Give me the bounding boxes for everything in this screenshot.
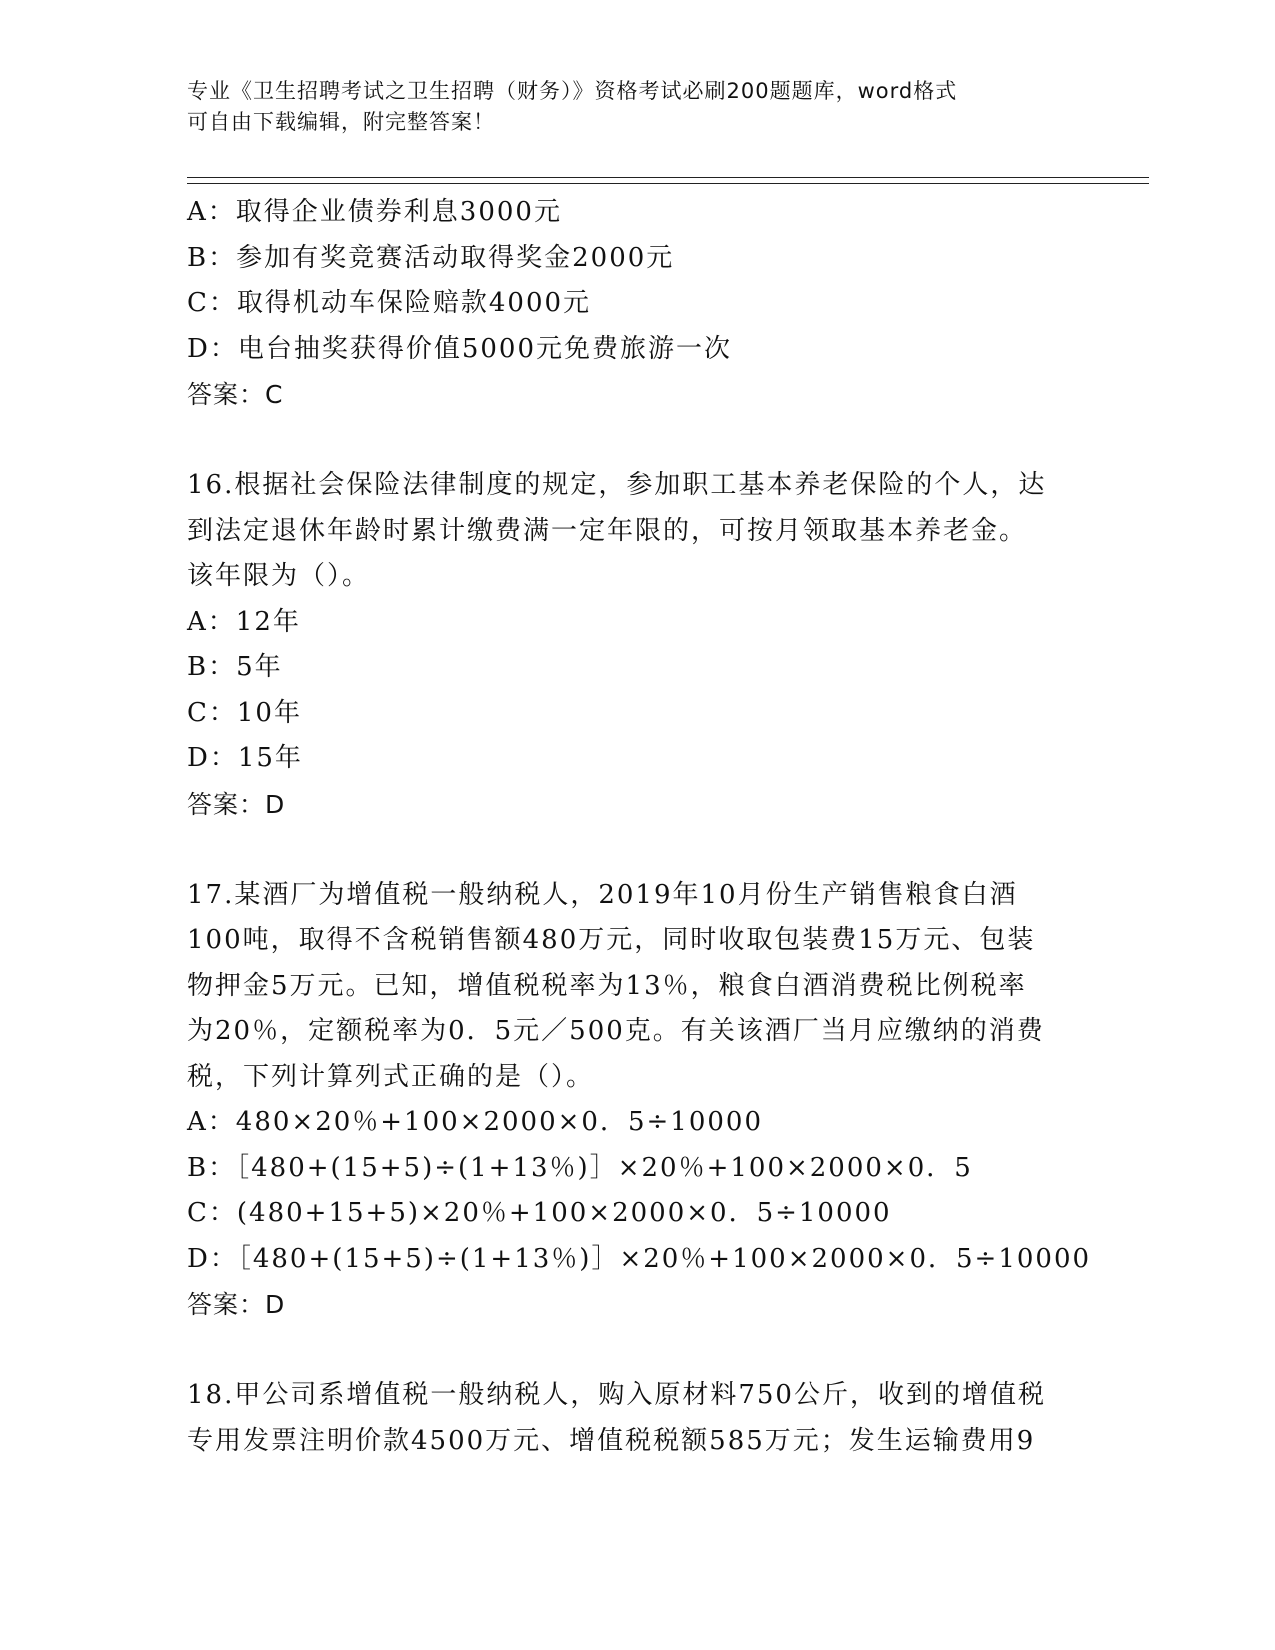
document-header (187, 76, 1067, 138)
option-a: A：取得企业债券利息3000元 (187, 197, 562, 227)
question-stem-line: 17.某酒厂为增值税一般纳税人，2019年10月份生产销售粮食白酒 (187, 879, 1018, 910)
spacer (187, 827, 1087, 873)
header-line-1: 专业《卫生招聘考试之卫生招聘（财务）》资格考试必刷200题题库，word格式 (187, 79, 958, 103)
option-d: D：15年 (187, 743, 303, 773)
answer-line: 答案：C (187, 380, 284, 409)
option-b: B：参加有奖竞赛活动取得奖金2000元 (187, 242, 675, 273)
header-line-2: 可自由下载编辑，附完整答案！ (187, 110, 495, 134)
question-17 (187, 873, 1092, 1328)
question-18 (187, 1373, 1087, 1464)
option-c: C：(480+15+5)×20％+100×2000×0．5÷10000 (187, 1198, 892, 1228)
question-stem-line: 为20％，定额税率为0．5元／500克。有关该酒厂当月应缴纳的消费 (187, 1016, 1045, 1046)
option-b: B：5年 (187, 652, 283, 682)
option-d: D：电台抽奖获得价值5000元免费旅游一次 (187, 333, 733, 364)
header-divider-top (187, 177, 1149, 178)
option-d: D：［480+(15+5)÷(1+13％)］×20％+100×2000×0．5÷10000 (187, 1243, 1092, 1274)
question-15 (187, 190, 1087, 418)
spacer (187, 1328, 1087, 1374)
option-c: C：10年 (187, 697, 302, 728)
answer-line: 答案：D (187, 789, 286, 819)
option-a: A：12年 (187, 606, 301, 637)
question-stem-line: 专用发票注明价款4500万元、增值税税额585万元；发生运输费用9 (187, 1425, 1036, 1456)
question-stem-line: 物押金5万元。已知，增值税税率为13％，粮食白酒消费税比例税率 (187, 970, 1027, 1001)
option-c: C：取得机动车保险赔款4000元 (187, 288, 592, 318)
question-stem-line: 100吨，取得不含税销售额480万元，同时收取包装费15万元、包装 (187, 925, 1036, 955)
question-stem-line: 18.甲公司系增值税一般纳税人，购入原材料750公斤，收到的增值税 (187, 1380, 1046, 1410)
option-b: B：［480+(15+5)÷(1+13％)］×20％+100×2000×0．5 (187, 1152, 973, 1183)
question-16 (187, 463, 1087, 827)
question-stem-line: 16.根据社会保险法律制度的规定，参加职工基本养老保险的个人，达 (187, 470, 1047, 500)
answer-line: 答案：D (187, 1290, 286, 1319)
header-divider-bottom (187, 183, 1149, 184)
document-body (187, 190, 1092, 1464)
option-a: A：480×20％+100×2000×0．5÷10000 (187, 1107, 764, 1137)
question-stem-line: 到法定退休年龄时累计缴费满一定年限的，可按月领取基本养老金。 (187, 515, 1028, 546)
spacer (187, 418, 1087, 464)
question-stem-line: 税，下列计算列式正确的是（）。 (187, 1061, 595, 1092)
question-stem-line: 该年限为（）。 (187, 561, 371, 591)
